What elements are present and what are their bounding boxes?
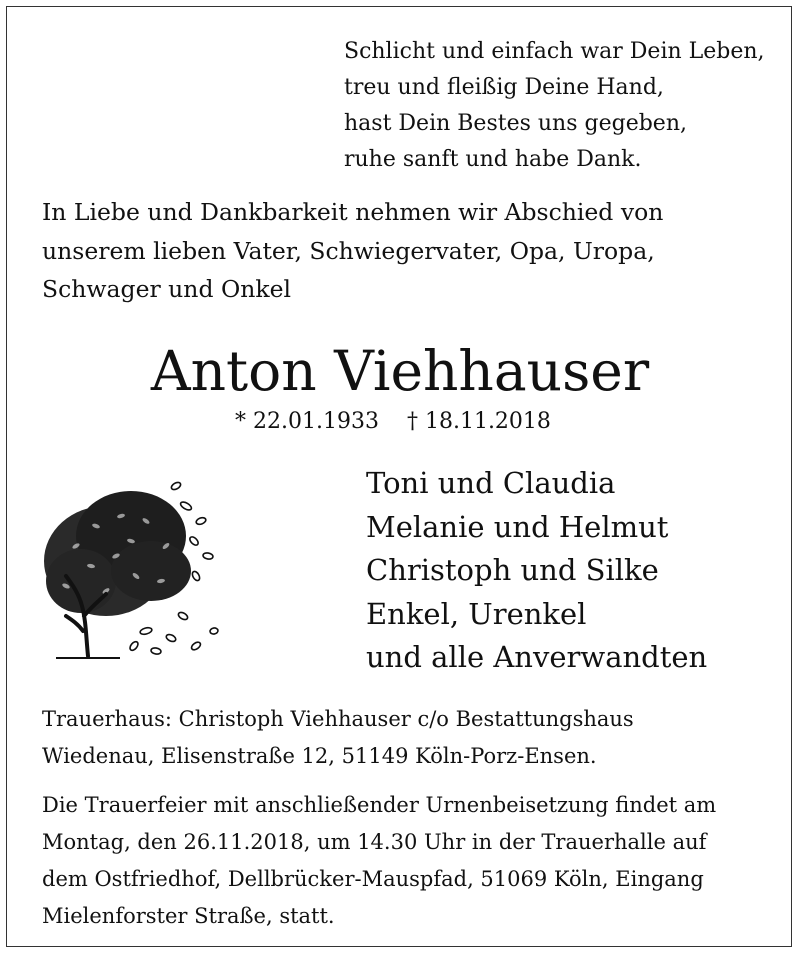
poem: [344, 34, 765, 178]
address-line: Wiedenau, Elisenstraße 12, 51149 Köln-Porz-Ensen.: [42, 744, 597, 768]
ceremony-info: [42, 787, 716, 935]
windblown-tree-icon: [36, 466, 222, 662]
mourner-line: und alle Anverwandten: [366, 640, 708, 674]
intro-line: In Liebe und Dankbarkeit nehmen wir Abschied von: [42, 198, 664, 226]
poem-line: Schlicht und einfach war Dein Leben,: [344, 39, 765, 64]
ceremony-line: Die Trauerfeier mit anschließender Urnenbeisetzung findet am: [42, 793, 717, 817]
poem-line: ruhe sanft und habe Dank.: [344, 147, 642, 172]
deceased-name: Anton Viehhauser: [150, 339, 650, 403]
birth-date: * 22.01.1933: [235, 409, 379, 434]
ceremony-line: Montag, den 26.11.2018, um 14.30 Uhr in der Trauerhalle auf: [42, 830, 707, 854]
ceremony-line: Mielenforster Straße, statt.: [42, 904, 335, 928]
mourner-line: Christoph und Silke: [366, 553, 659, 587]
address-line: Trauerhaus: Christoph Viehhauser c/o Bestattungshaus: [42, 707, 634, 731]
mourner-line: Melanie und Helmut: [366, 509, 669, 544]
mourner-line: Enkel, Urenkel: [366, 596, 587, 631]
mourner-line: Toni und Claudia: [366, 466, 616, 500]
intro-line: unserem lieben Vater, Schwiegervater, Opa, Uropa,: [42, 236, 655, 265]
trauerhaus-address: [42, 701, 634, 775]
poem-line: hast Dein Bestes uns gegeben,: [344, 111, 687, 136]
life-dates: [235, 405, 551, 439]
ceremony-line: dem Ostfriedhof, Dellbrücker-Mauspfad, 51069 Köln, Eingang: [42, 867, 704, 891]
poem-line: treu und fleißig Deine Hand,: [344, 75, 664, 100]
intro-line: Schwager und Onkel: [42, 275, 292, 303]
mourners-list: [366, 462, 707, 680]
death-date: † 18.11.2018: [406, 409, 551, 434]
intro-text: [42, 193, 663, 309]
